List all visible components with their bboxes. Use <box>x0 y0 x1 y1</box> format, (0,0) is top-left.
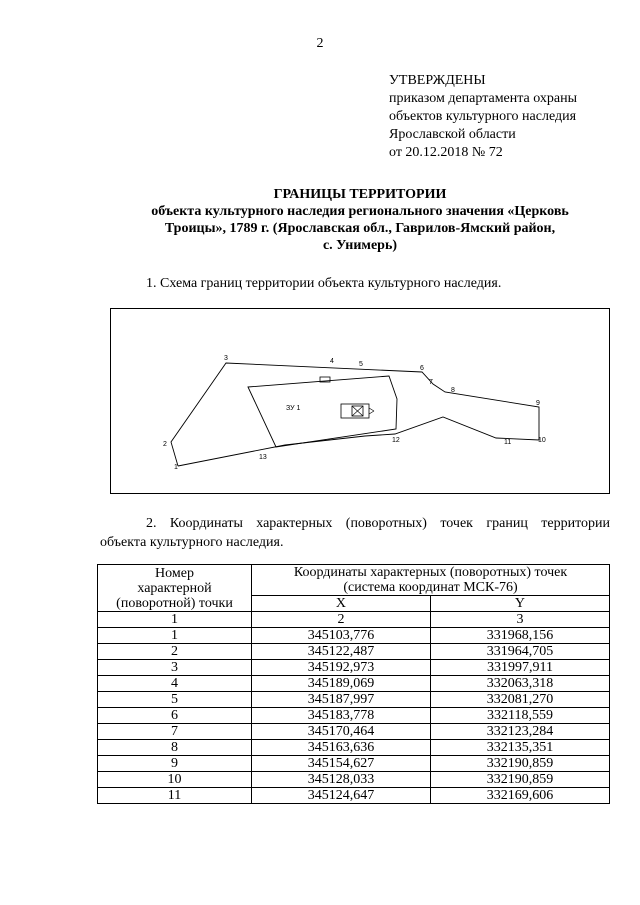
x-coordinate-cell: 345103,776 <box>252 628 431 644</box>
numbering-cell: 3 <box>430 612 609 628</box>
y-coordinate-cell: 332118,559 <box>430 708 609 724</box>
approval-line-4: Ярославской области <box>389 127 516 142</box>
point-label-13: 13 <box>259 454 267 461</box>
y-coordinate-cell: 331968,156 <box>430 628 609 644</box>
point-number-cell: 10 <box>98 772 252 788</box>
header-x: X <box>252 596 431 612</box>
header-y: Y <box>430 596 609 612</box>
table-row <box>98 708 610 724</box>
numbering-cell: 1 <box>98 612 252 628</box>
point-label-4: 4 <box>330 358 334 365</box>
point-number-cell: 4 <box>98 676 252 692</box>
point-number-cell: 1 <box>98 628 252 644</box>
heading-line-3: Троицы», 1789 г. (Ярославская обл., Гаврилов-Ямский район, <box>164 221 556 236</box>
y-coordinate-cell: 331964,705 <box>430 644 609 660</box>
x-coordinate-cell: 345124,647 <box>252 788 431 804</box>
table-row <box>98 724 610 740</box>
point-label-11: 11 <box>504 439 512 446</box>
parcel-label: ЗУ 1 <box>286 405 301 412</box>
y-coordinate-cell: 332190,859 <box>430 772 609 788</box>
point-label-12: 12 <box>392 437 400 444</box>
table-row <box>98 644 610 660</box>
header-coordinates-line-1: Координаты характерных (поворотных) точек <box>293 565 568 580</box>
document-heading <box>100 186 620 254</box>
point-number-cell: 9 <box>98 756 252 772</box>
y-coordinate-cell: 331997,911 <box>430 660 609 676</box>
point-label-7: 7 <box>429 379 433 386</box>
x-coordinate-cell: 345192,973 <box>252 660 431 676</box>
heading-line-1: ГРАНИЦЫ ТЕРРИТОРИИ <box>273 187 447 202</box>
point-number-cell: 7 <box>98 724 252 740</box>
point-label-2: 2 <box>163 441 167 448</box>
x-coordinate-cell: 345128,033 <box>252 772 431 788</box>
church-symbol <box>341 404 374 418</box>
approval-stamp <box>389 72 577 162</box>
section-2-line-1: 2. Координаты характерных (поворотных) точек границ территории <box>146 516 610 531</box>
point-label-1: 1 <box>174 464 178 471</box>
heading-line-2: объекта культурного наследия регионального значения «Церковь <box>151 204 569 219</box>
point-number-cell: 6 <box>98 708 252 724</box>
x-coordinate-cell: 345183,778 <box>252 708 431 724</box>
boundary-scheme-drawing <box>111 309 611 495</box>
header-point-number <box>98 565 252 612</box>
point-number-cell: 8 <box>98 740 252 756</box>
x-coordinate-cell: 345187,997 <box>252 692 431 708</box>
table-row <box>98 628 610 644</box>
table-header-row <box>98 565 610 596</box>
y-coordinate-cell: 332123,284 <box>430 724 609 740</box>
point-label-8: 8 <box>451 387 455 394</box>
heading-line-4: с. Унимерь) <box>322 238 398 253</box>
y-coordinate-cell: 332081,270 <box>430 692 609 708</box>
point-label-6: 6 <box>420 365 424 372</box>
approval-line-1: УТВЕРЖДЕНЫ <box>389 73 486 88</box>
point-number-cell: 11 <box>98 788 252 804</box>
page-number: 2 <box>316 36 324 51</box>
coordinates-table <box>97 564 610 804</box>
y-coordinate-cell: 332190,859 <box>430 756 609 772</box>
header-point-number-line-3: (поворотной) точки <box>116 595 233 611</box>
table-row <box>98 676 610 692</box>
table-row <box>98 772 610 788</box>
header-coordinates <box>252 565 610 596</box>
table-row <box>98 740 610 756</box>
approval-line-2: приказом департамента охраны <box>389 91 578 106</box>
header-coordinates-line-2: (система координат МСК-76) <box>343 580 518 595</box>
header-point-number-line-1: Номер <box>155 565 194 581</box>
y-coordinate-cell: 332063,318 <box>430 676 609 692</box>
section-2-title <box>100 514 610 552</box>
point-number-cell: 5 <box>98 692 252 708</box>
parcel-zu1 <box>248 376 397 447</box>
point-label-9: 9 <box>536 400 540 407</box>
header-point-number-line-2: характерной <box>137 580 212 596</box>
x-coordinate-cell: 345189,069 <box>252 676 431 692</box>
section-1-title: 1. Схема границ территории объекта культурного наследия. <box>146 276 502 291</box>
table-row <box>98 788 610 804</box>
section-2-line-2: объекта культурного наследия. <box>100 535 284 550</box>
x-coordinate-cell: 345154,627 <box>252 756 431 772</box>
x-coordinate-cell: 345163,636 <box>252 740 431 756</box>
point-label-5: 5 <box>359 361 363 368</box>
approval-line-3: объектов культурного наследия <box>389 109 577 124</box>
table-numbering-row <box>98 612 610 628</box>
table-row <box>98 756 610 772</box>
x-coordinate-cell: 345170,464 <box>252 724 431 740</box>
table-row <box>98 692 610 708</box>
point-number-cell: 2 <box>98 644 252 660</box>
point-label-10: 10 <box>538 437 546 444</box>
point-number-cell: 3 <box>98 660 252 676</box>
approval-line-5: от 20.12.2018 № 72 <box>389 145 503 160</box>
x-coordinate-cell: 345122,487 <box>252 644 431 660</box>
table-row <box>98 660 610 676</box>
y-coordinate-cell: 332169,606 <box>430 788 609 804</box>
point-label-3: 3 <box>224 355 228 362</box>
numbering-cell: 2 <box>252 612 431 628</box>
boundary-scheme <box>110 308 610 494</box>
y-coordinate-cell: 332135,351 <box>430 740 609 756</box>
